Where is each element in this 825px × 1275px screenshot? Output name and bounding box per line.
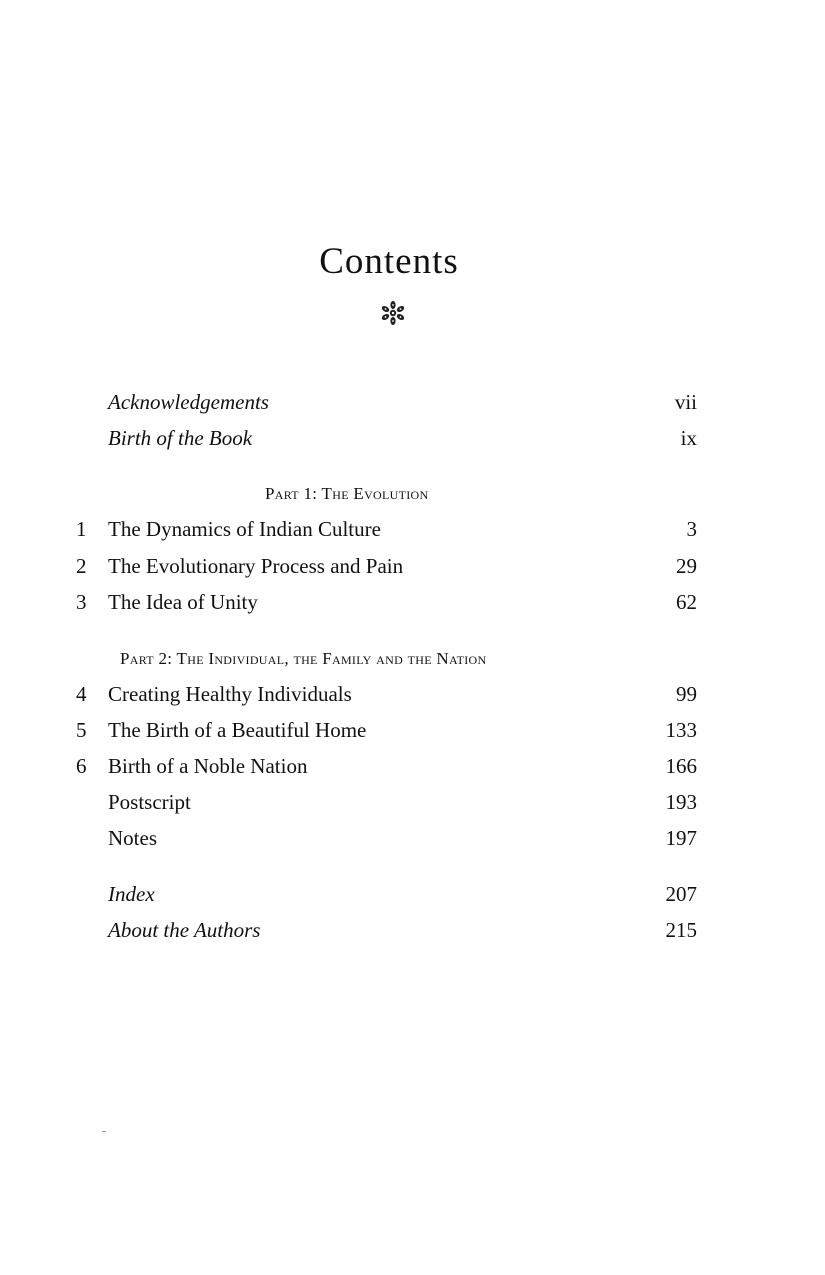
chapter-page: 133 [665, 718, 697, 742]
page-title: Contents [319, 241, 459, 282]
chapter-title: The Birth of a Beautiful Home [108, 718, 367, 742]
toc-chapter-1[interactable] [0, 514, 825, 544]
toc-chapter-6[interactable] [0, 751, 825, 781]
toc-entry-page: vii [674, 390, 697, 414]
toc-chapter-2[interactable] [0, 551, 825, 581]
toc-chapter-4[interactable] [0, 679, 825, 709]
print-speck [102, 1131, 106, 1132]
toc-entry-acknowledgements[interactable] [0, 387, 825, 417]
chapter-title: Creating Healthy Individuals [108, 682, 352, 706]
chapter-number: 1 [76, 517, 87, 541]
toc-entry-birth-of-the-book[interactable] [0, 423, 825, 453]
chapter-page: 166 [665, 754, 697, 778]
toc-entry-page: ix [680, 426, 697, 450]
toc-entry-title: Acknowledgements [108, 390, 269, 414]
chapter-page: 3 [686, 517, 697, 541]
toc-entry-postscript[interactable] [0, 787, 825, 817]
chapter-number: 3 [76, 590, 87, 614]
toc-chapter-5[interactable] [0, 715, 825, 745]
floral-ornament-icon [380, 300, 406, 326]
toc-entry-page: 207 [665, 882, 697, 906]
chapter-page: 62 [676, 590, 697, 614]
chapter-title: The Dynamics of Indian Culture [108, 517, 381, 541]
part-2-heading: Part 2: The Individual, the Family and the Nation [120, 649, 487, 668]
toc-entry-title: Birth of the Book [108, 426, 253, 450]
toc-entry-index[interactable] [0, 879, 825, 909]
toc-entry-page: 193 [665, 790, 697, 814]
toc-chapter-3[interactable] [0, 587, 825, 617]
toc-entry-notes[interactable] [0, 823, 825, 853]
toc-entry-page: 197 [665, 826, 697, 850]
chapter-number: 2 [76, 554, 87, 578]
chapter-title: The Idea of Unity [108, 590, 258, 614]
toc-entry-title: Index [108, 882, 155, 906]
chapter-title: Birth of a Noble Nation [108, 754, 308, 778]
chapter-page: 99 [676, 682, 697, 706]
toc-entry-page: 215 [665, 918, 697, 942]
chapter-title: The Evolutionary Process and Pain [108, 554, 404, 578]
toc-entry-title: About the Authors [108, 918, 261, 942]
part-1-heading: Part 1: The Evolution [265, 484, 429, 503]
chapter-number: 5 [76, 718, 87, 742]
toc-entry-title: Postscript [108, 790, 191, 814]
toc-entry-about-the-authors[interactable] [0, 915, 825, 945]
chapter-number: 6 [76, 754, 87, 778]
toc-entry-title: Notes [108, 826, 157, 850]
chapter-page: 29 [676, 554, 697, 578]
chapter-number: 4 [76, 682, 87, 706]
